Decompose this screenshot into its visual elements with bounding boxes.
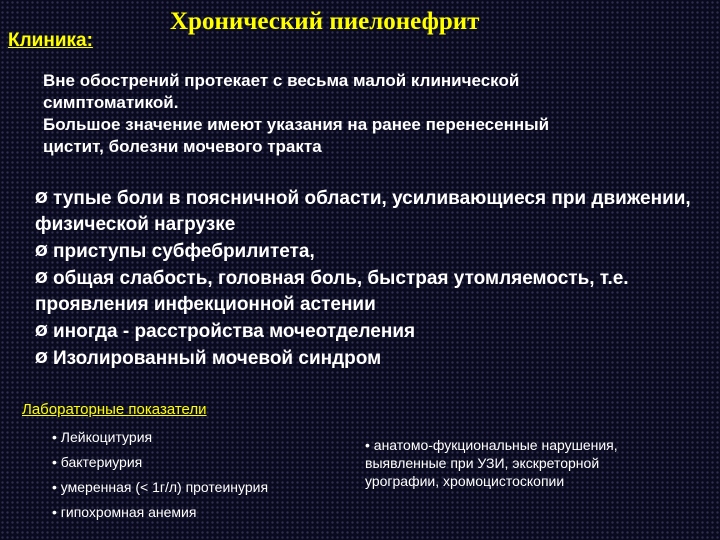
symptom-text: иногда - расстройства мочеотделения [53,321,416,342]
intro-line: Большое значение имеют указания на ранее перенесенный [43,115,550,134]
lab-list-left [52,425,352,525]
symptom-item [35,345,715,372]
arrow-bullet-icon: Ø [35,349,48,367]
symptom-item [35,318,715,345]
symptom-text: тупые боли в поясничной области, усиливающиеся при движении, физической нагрузке [35,188,691,235]
symptom-text: Изолированный мочевой синдром [53,348,382,369]
lab-item: • гипохромная анемия [52,504,197,520]
lab-item: выявленные при УЗИ, экскреторной [365,455,600,471]
symptom-text: приступы субфебрилитета, [53,241,315,262]
symptom-text: общая слабость, головная боль, быстрая утомляемость, т.е. проявления инфекционной астении [35,268,629,315]
arrow-bullet-icon: Ø [35,269,48,287]
lab-indicators-label: Лабораторные показатели [22,401,207,418]
lab-list-right [365,436,715,490]
intro-line: Вне обострений протекает с весьма малой клинической [43,71,520,90]
lab-item: • умеренная (< 1г/л) протеинурия [52,479,269,495]
symptom-list [35,185,715,372]
intro-line: цистит, болезни мочевого тракта [43,137,322,156]
lab-item: урографии, хромоцистоскопии [365,473,565,489]
intro-line: симптоматикой. [43,93,179,112]
lab-item: • анатомо-фукциональные нарушения, [365,437,618,453]
lab-item: • бактериурия [52,454,143,470]
intro-text [43,70,683,158]
clinic-label: Клиника: [8,30,93,51]
symptom-item [35,185,715,238]
symptom-item [35,238,715,265]
arrow-bullet-icon: Ø [35,322,48,340]
symptom-item [35,265,715,318]
arrow-bullet-icon: Ø [35,189,48,207]
slide-title: Хронический пиелонефрит [170,8,480,35]
arrow-bullet-icon: Ø [35,242,48,260]
lab-item: • Лейкоцитурия [52,429,153,445]
